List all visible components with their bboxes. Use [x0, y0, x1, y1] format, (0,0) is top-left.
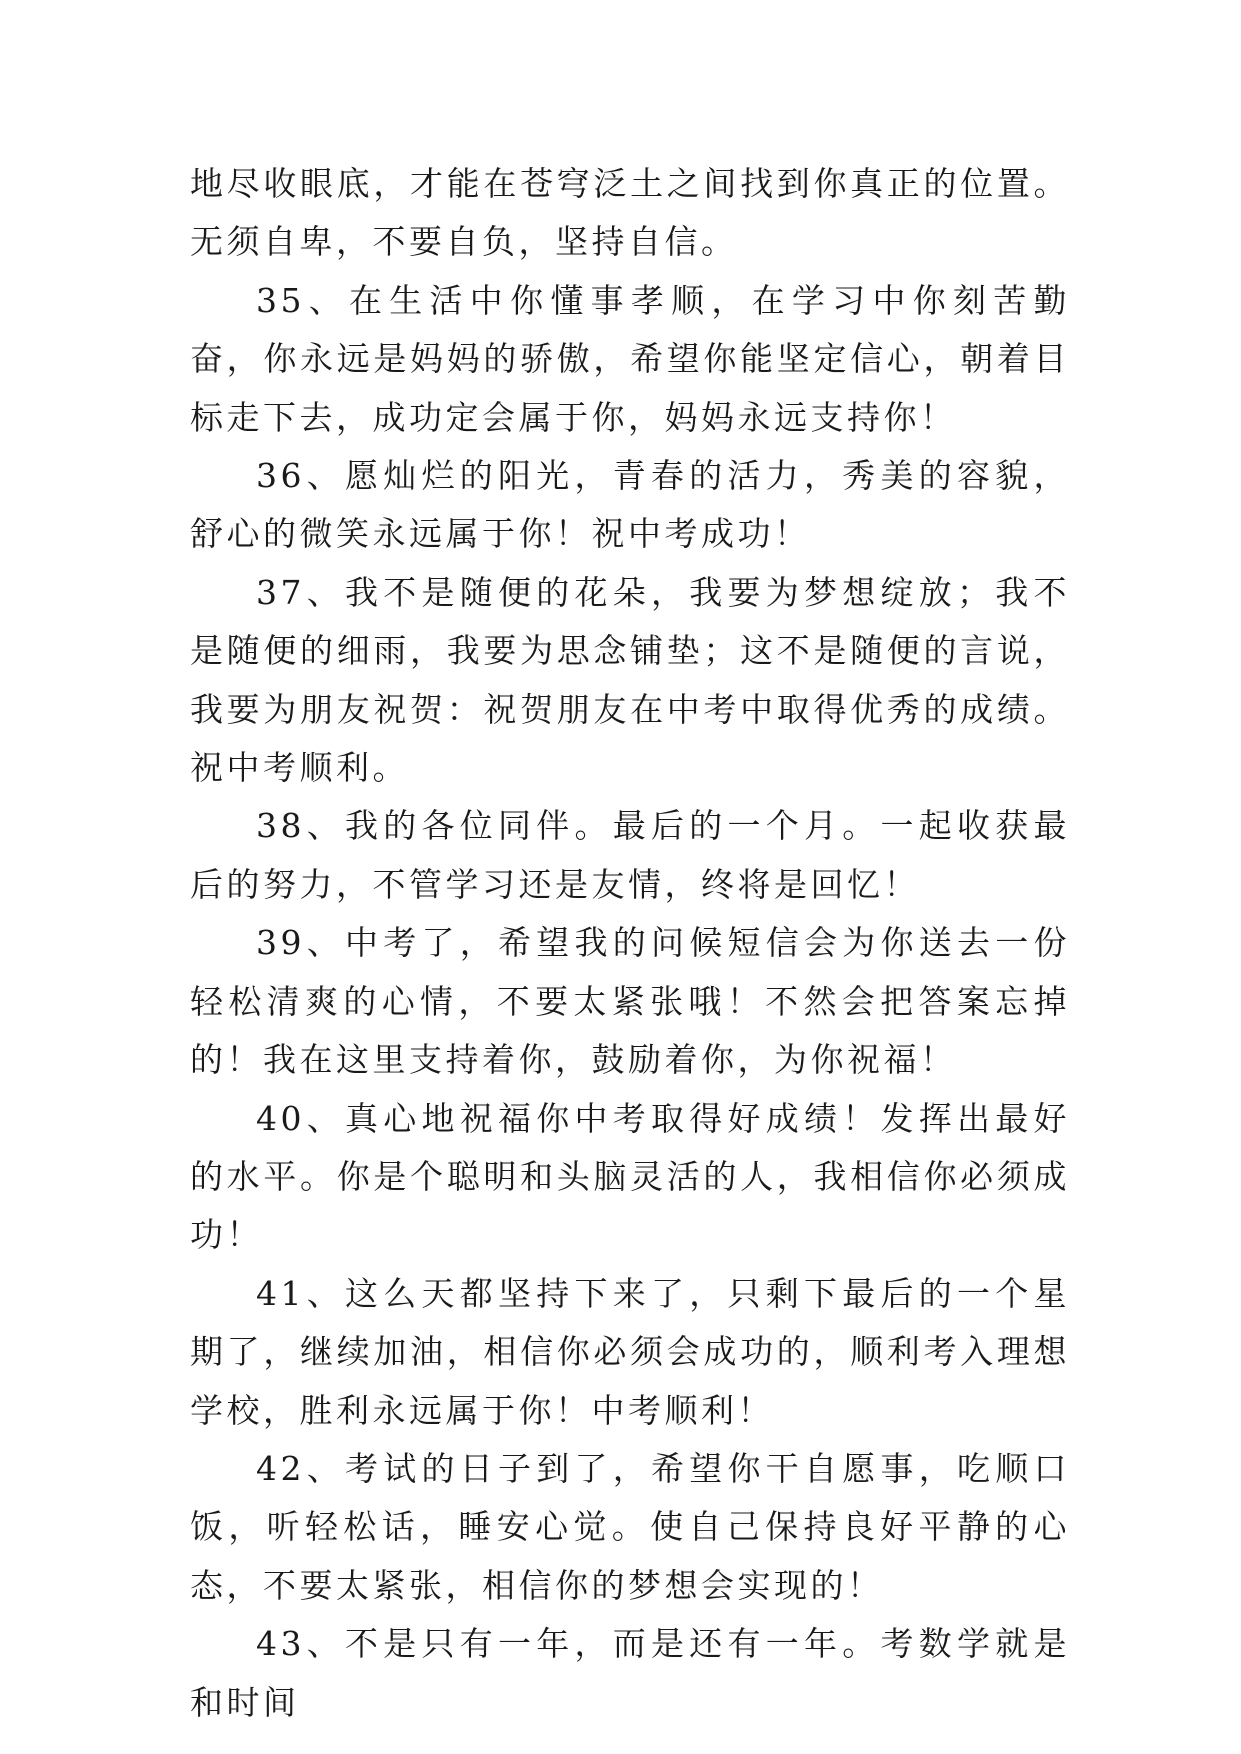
paragraph-38: 38、我的各位同伴。最后的一个月。一起收获最后的努力，不管学习还是友情，终将是回忆！: [190, 806, 1070, 904]
document-body: [190, 155, 1070, 1732]
paragraph-37: 37、我不是随便的花朵，我要为梦想绽放；我不是随便的细雨，我要为思念铺垫；这不是随便的言说，我要为朋友祝贺：祝贺朋友在中考中取得优秀的成绩。祝中考顺利。: [190, 572, 1070, 788]
paragraph-continued: 地尽收眼底，才能在苍穹泛土之间找到你真正的位置。无须自卑，不要自负，坚持自信。: [190, 164, 1070, 262]
paragraph-40: 40、真心地祝福你中考取得好成绩！发挥出最好的水平。你是个聪明和头脑灵活的人，我相信你必须成功！: [190, 1098, 1070, 1255]
paragraph-36: 36、愿灿烂的阳光，青春的活力，秀美的容貌，舒心的微笑永远属于你！祝中考成功！: [190, 456, 1070, 554]
paragraph-43: 43、不是只有一年，而是还有一年。考数学就是和时间: [190, 1624, 1070, 1722]
paragraph-39: 39、中考了，希望我的问候短信会为你送去一份轻松清爽的心情，不要太紧张哦！不然会把答案忘掉的！我在这里支持着你，鼓励着你，为你祝福！: [190, 923, 1070, 1080]
paragraph-42: 42、考试的日子到了，希望你干自愿事，吃顺口饭，听轻松话，睡安心觉。使自己保持良好平静的心态，不要太紧张，相信你的梦想会实现的！: [190, 1448, 1070, 1605]
paragraph-35: 35、在生活中你懂事孝顺，在学习中你刻苦勤奋，你永远是妈妈的骄傲，希望你能坚定信心，朝着目标走下去，成功定会属于你，妈妈永远支持你！: [190, 280, 1070, 437]
paragraph-41: 41、这么天都坚持下来了，只剩下最后的一个星期了，继续加油，相信你必须会成功的，顺利考入理想学校，胜利永远属于你！中考顺利！: [190, 1273, 1070, 1430]
